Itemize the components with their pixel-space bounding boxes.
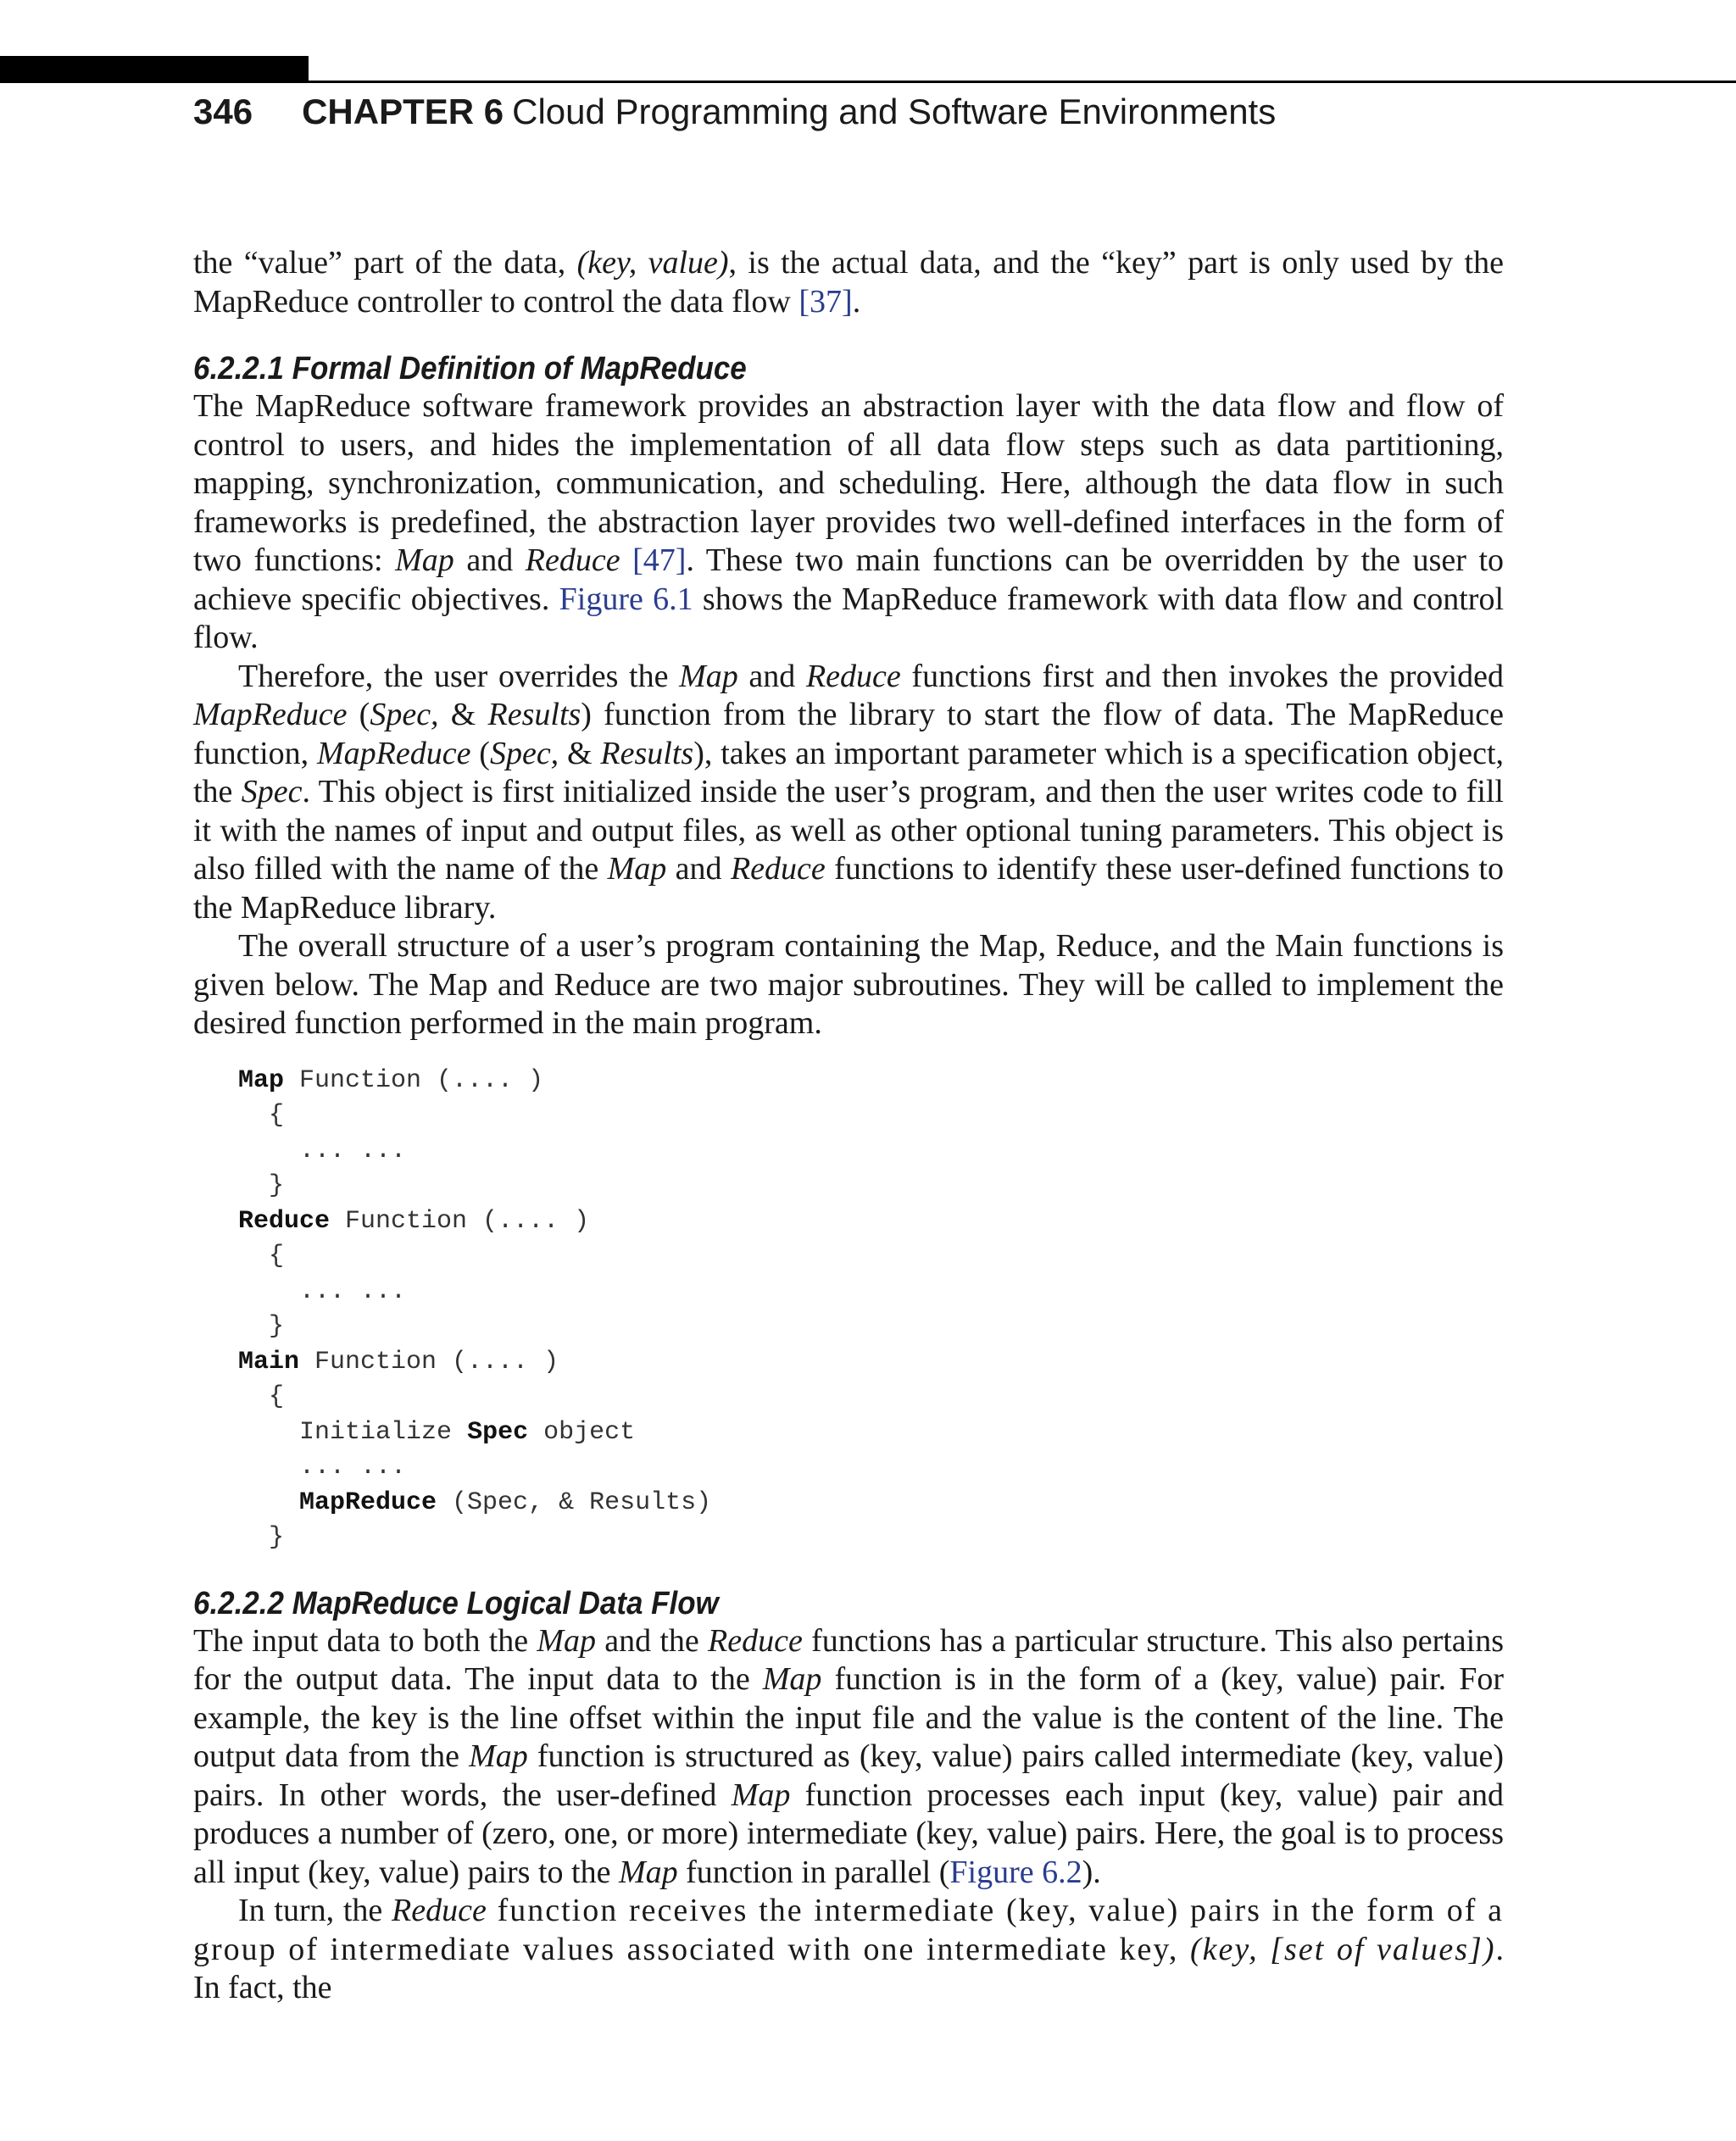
intro-paragraph: the “value” part of the data, (key, value), is the actual data, and the “key” part is only used by the MapReduce controller to control the data flow [37].: [193, 245, 1504, 320]
chapter-title: Cloud Programming and Software Environments: [512, 92, 1277, 131]
figure-link[interactable]: Figure 6.1: [559, 581, 693, 617]
page-body: [193, 244, 1504, 2008]
page-number: 346: [193, 92, 253, 131]
section-heading-formal-definition: 6.2.2.1 Formal Definition of MapReduce: [193, 351, 747, 386]
code-listing: Map Function (.... ) { ... ... } Reduce Function (.... ) { ... ... } Main Function (.... ) { Initialize Spec object ... ... MapReduce (Spec, & Results) }: [238, 1065, 712, 1552]
header-bar: [0, 56, 309, 83]
paragraph: The MapReduce software framework provides an abstraction layer with the data flow and flow of control to users, and hides the implementation of all data flow steps such as data partitioning, mapping, synchronization, communication, and scheduling. Here, although the data flow in such frameworks is predefined, the abstraction layer provides two well-defined interfaces in the form of two functions: Map and Reduce [47]. These two main functions can be overridden by the user to achieve specific objectives. Figure 6.1 shows the MapReduce framework with data flow and control flow.: [193, 388, 1504, 655]
page-header: [193, 92, 1276, 132]
section-heading-logical-data-flow: 6.2.2.2 MapReduce Logical Data Flow: [193, 1585, 719, 1621]
paragraph: Therefore, the user overrides the Map and Reduce functions first and then invokes the provided MapReduce (Spec, & Results) function from the library to start the flow of data. The MapReduce function, MapReduce (Spec, & Results), takes an important parameter which is a specification object, the Spec. This object is first initialized inside the user’s program, and then the user writes code to fill it with the names of input and output files, as well as other optional tuning parameters. This object is also filled with the name of the Map and Reduce functions to identify these user-defined functions to the MapReduce library.: [193, 658, 1505, 926]
paragraph: The overall structure of a user’s program containing the Map, Reduce, and the Main functions is given below. The Map and Reduce are two major subroutines. They will be called to implement the desired function performed in the main program.: [193, 928, 1504, 1041]
figure-link[interactable]: Figure 6.2: [949, 1854, 1082, 1890]
paragraph: In turn, the Reduce function receives the intermediate (key, value) pairs in the form of a group of intermediate values associated with one intermediate key, (key, [set of values]). In fact, the: [193, 1893, 1505, 2005]
citation-link[interactable]: [37]: [798, 283, 853, 320]
paragraph: The input data to both the Map and the Reduce functions has a particular structure. This also pertains for the output data. The input data to the Map function is in the form of a (key, value) pair. For example, the key is the line offset within the input file and the value is the content of the line. The output data from the Map function is structured as (key, value) pairs called intermediate (key, value) pairs. In other words, the user-defined Map function processes each input (key, value) pair and produces a number of (zero, one, or more) intermediate (key, value) pairs. Here, the goal is to process all input (key, value) pairs to the Map function in parallel (Figure 6.2).: [193, 1622, 1505, 1890]
header-rule: [309, 81, 1736, 83]
citation-link[interactable]: [47]: [632, 542, 687, 578]
chapter-label: CHAPTER 6: [302, 92, 504, 131]
